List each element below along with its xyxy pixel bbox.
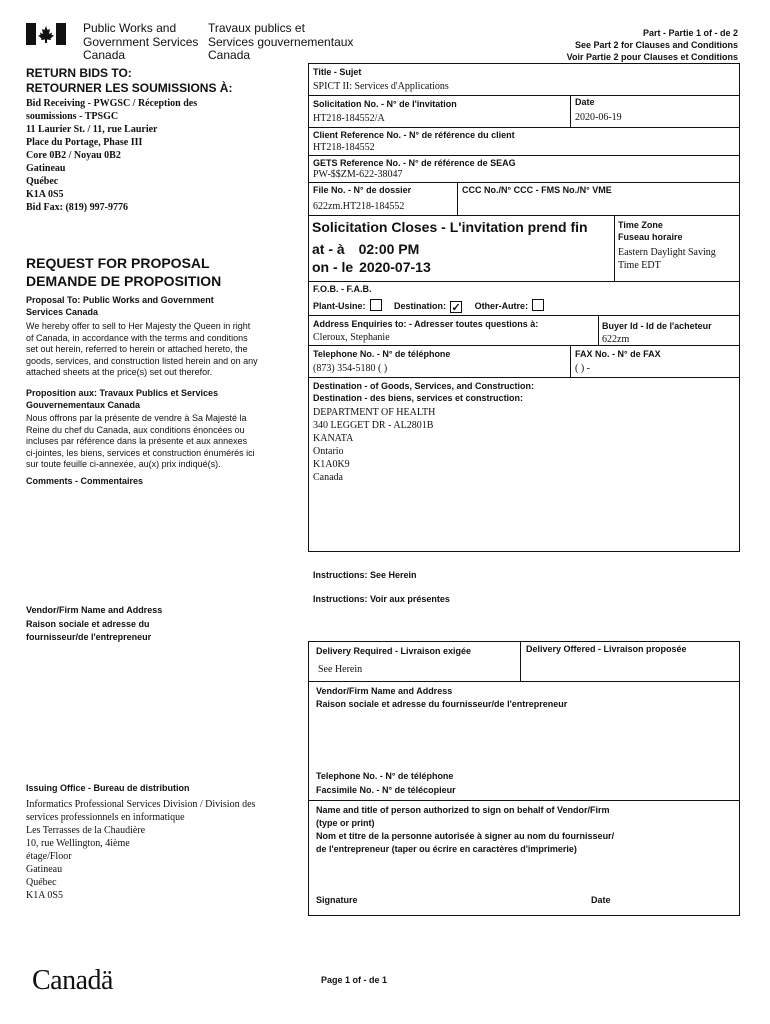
govt-name-fr: Travaux publics et Services gouvernementaux Canada (208, 21, 354, 62)
timezone-label: Time Zone Fuseau horaire (618, 220, 683, 242)
closing-date-value: 2020-07-13 (359, 259, 431, 275)
phone-label: Telephone No. - N° de téléphone (313, 349, 451, 359)
ccc-label: CCC No./N° CCC - FMS No./N° VME (462, 185, 612, 195)
solicitation-value: HT218-184552/A (313, 113, 385, 124)
other-label: Other-Autre: (474, 301, 529, 311)
fax-value: ( ) - (575, 363, 590, 374)
canada-flag-icon (26, 23, 66, 45)
issuing-office-label: Issuing Office - Bureau de distribution (26, 783, 190, 793)
address-enquiries-label: Address Enquiries to: - Adresser toutes questions à: (313, 319, 539, 329)
plant-checkbox[interactable] (370, 299, 382, 311)
see-part2-fr: Voir Partie 2 pour Clauses et Conditions (566, 52, 738, 62)
closing-time (312, 241, 419, 257)
part-number: Part - Partie 1 of - de 2 (642, 28, 738, 38)
destination-goods-address: DEPARTMENT OF HEALTH 340 LEGGET DR - AL2801B KANATA Ontario K1A0K9 Canada (313, 407, 436, 483)
fob-options (313, 299, 550, 313)
other-checkbox[interactable] (532, 299, 544, 311)
address-enquiries-value: Cleroux, Stephanie (313, 332, 390, 343)
destination-checkbox[interactable]: ✓ (451, 302, 461, 314)
comments-label: Comments - Commentaires (26, 476, 144, 486)
timezone-value: Eastern Daylight Saving Time EDT (618, 247, 716, 271)
destination-label: Destination: (394, 301, 447, 311)
vendor-right-label: Vendor/Firm Name and Address Raison sociale et adresse du fournisseur/de l'entrepreneur (316, 686, 568, 709)
signature-date-label: Date (591, 895, 611, 905)
offer-text-fr: Nous offrons par la présente de vendre à Sa Majesté la Reine du chef du Canada, aux conditions énoncées ou incluses par référence dans la présente et aux annexes ci-jointes, les biens, services et construction énumérés ici sur toute feuille ci-annexée, au(x) prix indiqué(s). (26, 413, 255, 469)
authorized-signer-label: Name and title of person authorized to sign on behalf of Vendor/Firm (type or print) Nom et titre de la personne autorisée à signer au nom du fournisseur/ de l'entrepreneur (taper ou écrire en caractères d'imprimerie) (316, 805, 615, 854)
solicitation-closes-label: Solicitation Closes - L'invitation prend fin (312, 219, 588, 235)
buyer-id-value: 622zm (602, 334, 630, 345)
client-ref-label: Client Reference No. - N° de référence du client (313, 130, 515, 140)
gets-value: PW-$$ZM-622-38047 (313, 169, 403, 180)
vendor-fax-label: Facsimile No. - N° de télécopieur (316, 785, 456, 795)
issuing-office-address: Informatics Professional Services Division / Division des services professionnels en informatique Les Terrasses de la Chaudière 10, rue Wellington, 4ième étage/Floor Gatineau Québec K1A 0S5 (26, 799, 256, 901)
gets-label: GETS Reference No. - N° de référence de SEAG (313, 158, 516, 168)
fax-label: FAX No. - N° de FAX (575, 349, 661, 359)
buyer-id-label: Buyer Id - Id de l'acheteur (602, 321, 712, 331)
at-label: at - à (312, 241, 345, 257)
closing-date (312, 259, 431, 275)
destination-goods-label: Destination - of Goods, Services, and Construction: Destination - des biens, services et construction: (313, 381, 535, 403)
see-part2-en: See Part 2 for Clauses and Conditions (574, 40, 738, 50)
title-value: SPICT II: Services d'Applications (313, 81, 449, 92)
delivery-offered-label: Delivery Offered - Livraison proposée (526, 644, 687, 654)
closing-time-value: 02:00 PM (358, 241, 420, 257)
delivery-required-label: Delivery Required - Livraison exigée (316, 646, 472, 656)
date-label: Date (575, 97, 595, 107)
file-no-value: 622zm.HT218-184552 (313, 201, 405, 212)
instructions-fr: Instructions: Voir aux présentes (313, 594, 450, 604)
plant-label: Plant-Usine: (313, 301, 366, 311)
title-label: Title - Sujet (313, 67, 362, 77)
file-no-label: File No. - N° de dossier (313, 185, 412, 195)
govt-name-en: Public Works and Government Services Canada (83, 21, 199, 62)
phone-value: (873) 354-5180 ( ) (313, 363, 388, 374)
proposition-label: Proposition aux: Travaux Publics et Services Gouvernementaux Canada (26, 388, 219, 410)
canada-wordmark: Canadä (32, 965, 113, 996)
signature-label: Signature (316, 895, 358, 905)
delivery-required-value: See Herein (318, 664, 363, 675)
return-bids-address: Bid Receiving - PWGSC / Réception des soumissions - TPSGC 11 Laurier St. / 11, rue Laurier Place du Portage, Phase III Core 0B2 / Noyau 0B2 Gatineau Québec K1A 0S5 Bid Fax: (819) 997-9776 (26, 98, 198, 213)
proposal-to-label: Proposal To: Public Works and Government Services Canada (26, 295, 214, 317)
offer-text-en: We hereby offer to sell to Her Majesty the Queen in right of Canada, in accordance with the terms and conditions set out herein, referred to herein or attached hereto, the goods, services, and construction listed herein and on any attached sheets at the price(s) set out therefor. (26, 321, 258, 377)
client-ref-value: HT218-184552 (313, 142, 375, 153)
instructions-en: Instructions: See Herein (313, 570, 417, 580)
vendor-left-label: Vendor/Firm Name and Address Raison sociale et adresse du fournisseur/de l'entrepreneur (26, 605, 163, 642)
solicitation-label: Solicitation No. - N° de l'invitation (313, 99, 457, 109)
vendor-phone-label: Telephone No. - N° de téléphone (316, 771, 454, 781)
on-label: on - le (312, 259, 354, 275)
return-bids-title: RETURN BIDS TO: RETOURNER LES SOUMISSIONS À: (26, 66, 233, 95)
fob-label: F.O.B. - F.A.B. (313, 284, 372, 294)
page-number: Page 1 of - de 1 (321, 975, 388, 985)
date-value: 2020-06-19 (575, 112, 622, 123)
part-info (567, 27, 738, 63)
rfp-title: REQUEST FOR PROPOSAL DEMANDE DE PROPOSITION (26, 255, 222, 289)
